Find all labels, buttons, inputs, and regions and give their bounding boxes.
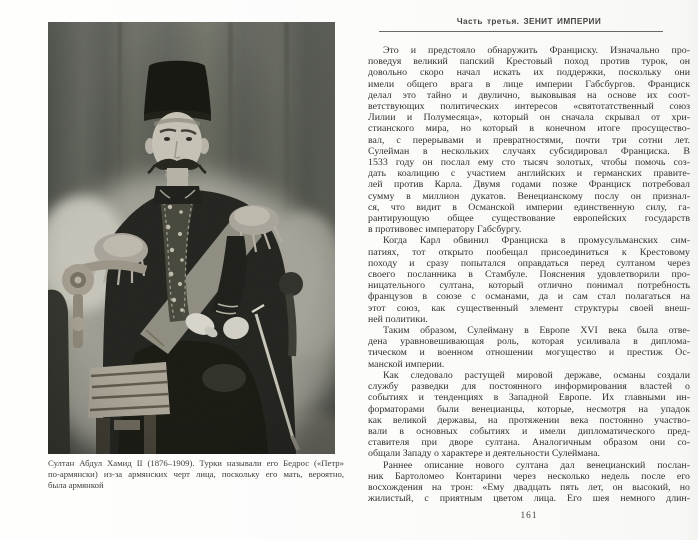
text-line: тическом и военном отношении могущество и престиж Ос-: [368, 347, 690, 359]
paragraph: [368, 325, 690, 370]
text-line: Сулейман в нескольких случаях субсидировал Франциска. В: [368, 145, 690, 157]
text-line: ветствующих политических интересов «святотатственный союз: [368, 101, 690, 113]
paragraph: [368, 460, 690, 505]
paragraph: [368, 235, 690, 325]
text-line: вал, с перерывами и превратностями, почти три сотни лет.: [368, 134, 690, 146]
text-line: Лилии и Полумесяца», который он сначала скрывал от хри-: [368, 112, 690, 124]
text-line: ставителя при дворе султана. Аналогичным образом они со-: [368, 437, 690, 449]
text-line: общали Западу о характере и деятельности Сулеймана.: [368, 448, 600, 460]
page-number: 161: [520, 511, 538, 521]
text-line: манской империи.: [368, 358, 445, 370]
text-line: Таким образом, Сулейману в Европе XVI века была отве-: [383, 325, 690, 337]
text-line: Когда Карл обвинил Франциска в промусульманских сим-: [383, 235, 690, 247]
text-line: ся, что видит в Османской империи единственную силу, га-: [368, 201, 690, 213]
text-line: жилистый, с приятным цветом лица. Его шея немного длин-: [368, 493, 690, 505]
text-line: службу разведки для постоянного информирования властей о: [368, 381, 690, 393]
paragraph: [368, 45, 690, 235]
header-rule: [379, 31, 663, 32]
text-line: довольно скоро начал искать их поддержки, поскольку они: [368, 67, 690, 79]
text-line: восхождения на трон: «Ему двадцать пять лет, он высокий, но: [368, 481, 690, 493]
text-line: походу и сразу попытался оправдаться перед султаном через: [368, 257, 690, 269]
paragraph: [368, 370, 690, 460]
text-line: ник Бартоломео Контарини через несколько недель после его: [368, 470, 690, 482]
text-line: как великой державы, на протяжении века постоянно участво-: [368, 414, 690, 426]
text-line: была армянкой: [48, 480, 104, 490]
portrait-illustration: [48, 22, 335, 454]
text-line: 1533 году он послал ему сто тысяч золотых, чтобы помочь соз-: [368, 157, 690, 169]
text-line: ницательного султана, который отлично понимал потребность: [368, 280, 690, 292]
text-line: ней политики.: [368, 313, 428, 325]
text-line: вали в основных событиях и имели дипломатического пред-: [368, 425, 690, 437]
sultan-portrait-photo: [48, 22, 335, 454]
text-line: Раннее описание нового султана дал венецианский послан-: [383, 459, 690, 471]
body-text: [368, 45, 690, 504]
text-line: Это и предстояло обнаружить Франциску. Изначально про-: [383, 45, 690, 56]
text-line: в противовес императору Габсбургу.: [368, 224, 522, 236]
text-line: этот союз, как существенный элемент структуры своей внеш-: [368, 302, 690, 314]
text-line: рантирующую общее существование европейских государств: [368, 213, 690, 225]
text-line: поведуя великий папский Крестовый поход против турок, он: [368, 56, 690, 68]
text-line: делал это тайно и двулично, выковывая на основе их соот-: [368, 89, 690, 101]
text-line: Султан Абдул Хамид II (1876–1909). Турки называли его Бедрос («Петр»: [48, 458, 344, 468]
text-line: французов в союзе с османами, да и сам стал полагаться на: [368, 291, 690, 303]
text-line: по-армянски) из-за армянских черт лица, поскольку его мать, вероятно,: [48, 469, 344, 479]
text-line: лей против Карла. Двумя годами позже Франциск потребовал: [368, 179, 690, 191]
text-line: имели общего врага в лице империи Габсбургов. Франциск: [368, 78, 690, 90]
paragraph: [48, 458, 344, 491]
running-head: Часть третья. ЗЕНИТ ИМПЕРИИ: [456, 17, 602, 26]
text-line: дена уравновешивающая роль, которая усиливала в диплома-: [368, 336, 690, 348]
text-line: патиях, тот открыто пообещал присоединиться к Крестовому: [368, 246, 690, 258]
text-line: событиях и тенденциях в Западной Европе. Их главными ин-: [368, 392, 690, 404]
text-line: дать коалицию с участием английских и германских правите-: [368, 168, 690, 180]
text-line: стианского мира, но который в конечном итоге просущество-: [368, 123, 690, 135]
text-line: форматорами были венецианцы, которые, несмотря на упадок: [368, 403, 690, 415]
photo-caption: [48, 458, 344, 491]
text-line: Как следовало растущей мировой державе, османы создали: [383, 369, 690, 381]
text-line: сумму в миллион дукатов. Венецианскому послу он признал-: [368, 190, 690, 202]
text-line: своего посланника в Стамбуле. Пояснения удовлетворили про-: [368, 269, 690, 281]
